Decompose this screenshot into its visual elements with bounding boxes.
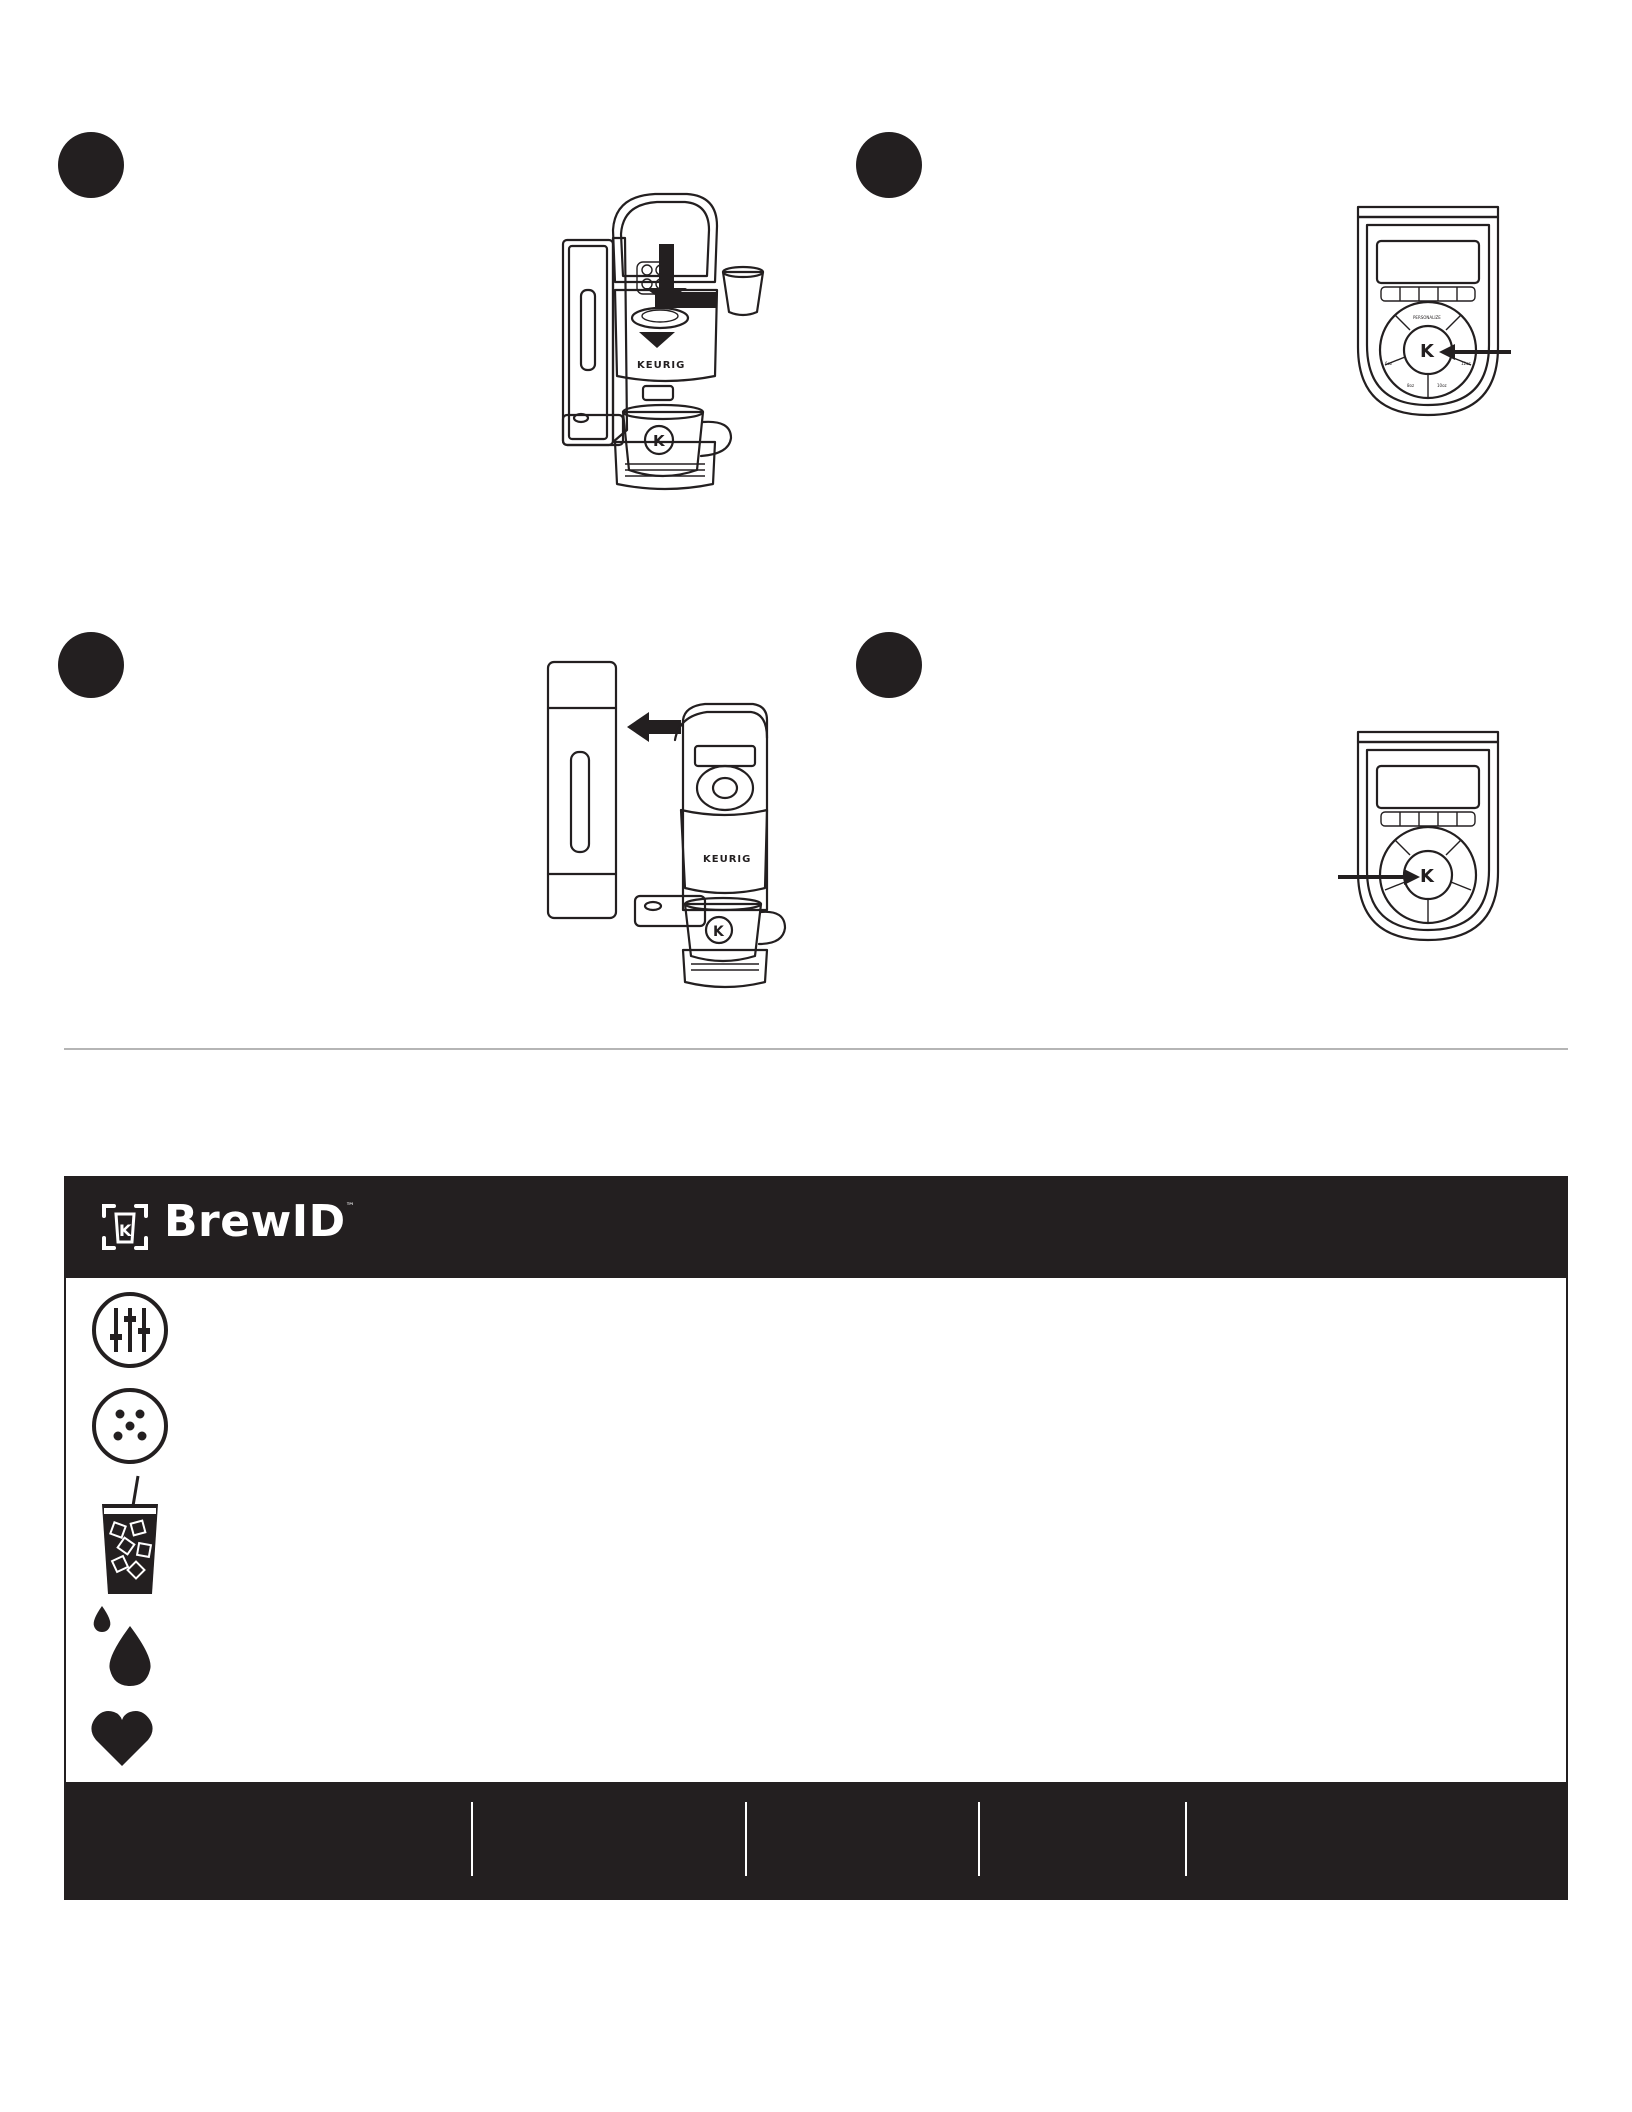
svg-text:K: K <box>119 1221 132 1240</box>
step-4-number-dot <box>856 632 922 698</box>
brewid-brand-title <box>164 1196 355 1247</box>
brewid-feature-table <box>64 1176 1568 1900</box>
brewer-insert-pod-illustration <box>555 190 795 500</box>
sliders-icon <box>90 1290 170 1370</box>
svg-text:K: K <box>713 924 724 940</box>
footer-column-separator <box>978 1802 980 1876</box>
heart-icon <box>90 1708 154 1768</box>
table-row-iced <box>64 1470 1568 1602</box>
water-drops-icon <box>88 1604 160 1690</box>
brewid-table-header <box>64 1176 1568 1278</box>
panel-label-personalize: PERSONALIZE <box>1413 315 1441 320</box>
iced-drink-icon <box>90 1474 170 1598</box>
brewid-logo-icon <box>100 1202 150 1252</box>
brewer-brand-label: KEURIG <box>637 360 686 371</box>
table-row-strength <box>64 1278 1568 1382</box>
svg-text:K: K <box>1420 866 1434 887</box>
control-panel-step-4-illustration <box>1340 730 1510 950</box>
panel-label-8oz: 8oz <box>1407 383 1415 388</box>
control-panel-step-2-illustration <box>1355 205 1545 425</box>
pod-dots-icon <box>90 1386 170 1466</box>
trademark-mark: ™ <box>345 1202 356 1212</box>
brewer-remove-reservoir-illustration <box>545 660 785 990</box>
footer-column-separator <box>745 1802 747 1876</box>
svg-text:K: K <box>1420 341 1434 362</box>
step-2-number-dot <box>856 132 922 198</box>
panel-label-10oz: 10oz <box>1437 383 1447 388</box>
table-row-favorite <box>64 1694 1568 1784</box>
brewer-brand-label-step-3: KEURIG <box>703 854 752 865</box>
panel-label-12oz: 12oz <box>1461 361 1471 366</box>
section-divider <box>64 1048 1568 1050</box>
step-1-number-dot <box>58 132 124 198</box>
step-3-number-dot <box>58 632 124 698</box>
table-row-pod <box>64 1380 1568 1472</box>
mug-k-logo: K <box>653 432 665 450</box>
footer-column-separator <box>471 1802 473 1876</box>
footer-column-separator <box>1185 1802 1187 1876</box>
panel-label-6oz: 6oz <box>1385 361 1393 366</box>
brewid-table-footer <box>64 1782 1568 1900</box>
brewid-brand-text: BrewID <box>164 1196 346 1247</box>
table-row-water <box>64 1600 1568 1696</box>
